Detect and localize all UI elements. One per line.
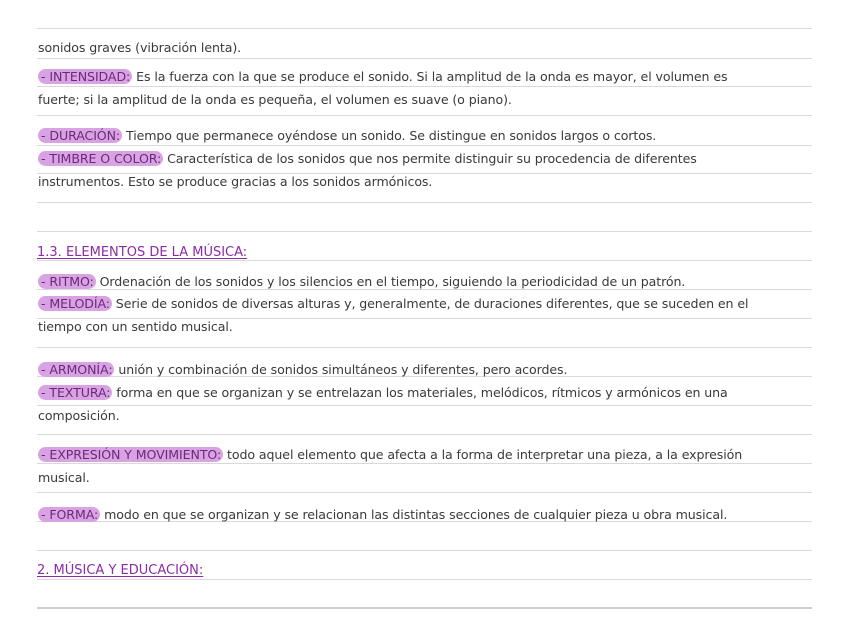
- expresion-text-2: musical.: [38, 470, 90, 485]
- intensidad-text-1: Es la fuerza con la que se produce el sonido. Si la amplitud de la onda es mayor, el volumen es: [132, 69, 728, 84]
- intensidad-text-2: fuerte; si la amplitud de la onda es pequeña, el volumen es suave (o piano).: [38, 92, 512, 107]
- melodia-line-2: [38, 319, 813, 335]
- rule-line: [37, 579, 812, 580]
- rule-line: [37, 28, 812, 29]
- textura-text-1: forma en que se organizan y se entrelazan los materiales, melódicos, rítmicos y armónicos en una: [112, 385, 728, 400]
- section-heading-musica-educacion: 2. MÚSICA Y EDUCACIÓN:: [37, 563, 204, 578]
- duracion-term: - DURACIÓN:: [38, 128, 122, 143]
- timbre-text-1: Característica de los sonidos que nos permite distinguir su procedencia de diferentes: [163, 151, 697, 166]
- melodia-text-2: tiempo con un sentido musical.: [38, 319, 233, 334]
- rule-line: [37, 492, 812, 493]
- melodia-term: - MELODÍA:: [38, 296, 112, 311]
- rule-line: [37, 550, 812, 551]
- melodia-text-1: Serie de sonidos de diversas alturas y, generalmente, de duraciones diferentes, que se suceden en el: [111, 296, 749, 311]
- duracion-line-1: [38, 128, 813, 144]
- timbre-term: - TIMBRE O COLOR:: [38, 151, 163, 166]
- expresion-line-2: [38, 470, 813, 486]
- forma-line-1: [38, 507, 813, 523]
- timbre-text-2: instrumentos. Esto se produce gracias a los sonidos armónicos.: [38, 174, 433, 189]
- duracion-text-1: Tiempo que permanece oyéndose un sonido. Se distingue en sonidos largos o cortos.: [122, 128, 657, 143]
- timbre-line-1: [38, 151, 813, 167]
- rule-line: [37, 115, 812, 116]
- intensidad-term: - INTENSIDAD:: [38, 69, 132, 84]
- forma-term: - FORMA:: [38, 507, 100, 522]
- graves-text: sonidos graves (vibración lenta).: [38, 40, 242, 55]
- rule-line: [37, 231, 812, 232]
- intensidad-line-2: [38, 92, 813, 108]
- section-heading-elementos: 1.3. ELEMENTOS DE LA MÚSICA:: [37, 245, 248, 260]
- ritmo-line-1: [38, 274, 813, 290]
- rule-line: [37, 58, 812, 59]
- armonia-line-1: [38, 362, 813, 378]
- armonia-term: - ARMONÍA:: [38, 362, 114, 377]
- expresion-term: - EXPRESIÓN Y MOVIMIENTO:: [38, 447, 223, 462]
- expresion-line-1: [38, 447, 813, 463]
- textura-line-1: [38, 385, 813, 401]
- textura-term: - TEXTURA:: [38, 385, 112, 400]
- rule-line: [37, 86, 812, 87]
- rule-line: [37, 463, 812, 464]
- rule-line: [37, 202, 812, 203]
- melodia-line-1: [38, 296, 813, 312]
- ritmo-term: - RITMO:: [38, 274, 96, 289]
- textura-text-2: composición.: [38, 408, 120, 423]
- graves-line: [38, 40, 813, 56]
- ritmo-text-1: Ordenación de los sonidos y los silencios en el tiempo, siguiendo la periodicidad de un patrón.: [95, 274, 686, 289]
- forma-text-1: modo en que se organizan y se relacionan las distintas secciones de cualquier pieza u obra musical.: [100, 507, 728, 522]
- intensidad-line-1: [38, 69, 813, 85]
- rule-line: [37, 434, 812, 435]
- expresion-text-1: todo aquel elemento que afecta a la forma de interpretar una pieza, a la expresión: [223, 447, 743, 462]
- rule-line: [37, 405, 812, 406]
- page-bottom-rule: [37, 607, 812, 609]
- timbre-line-2: [38, 174, 813, 190]
- rule-line: [37, 145, 812, 146]
- rule-line: [37, 347, 812, 348]
- armonia-text-1: unión y combinación de sonidos simultáneos y diferentes, pero acordes.: [114, 362, 568, 377]
- textura-line-2: [38, 408, 813, 424]
